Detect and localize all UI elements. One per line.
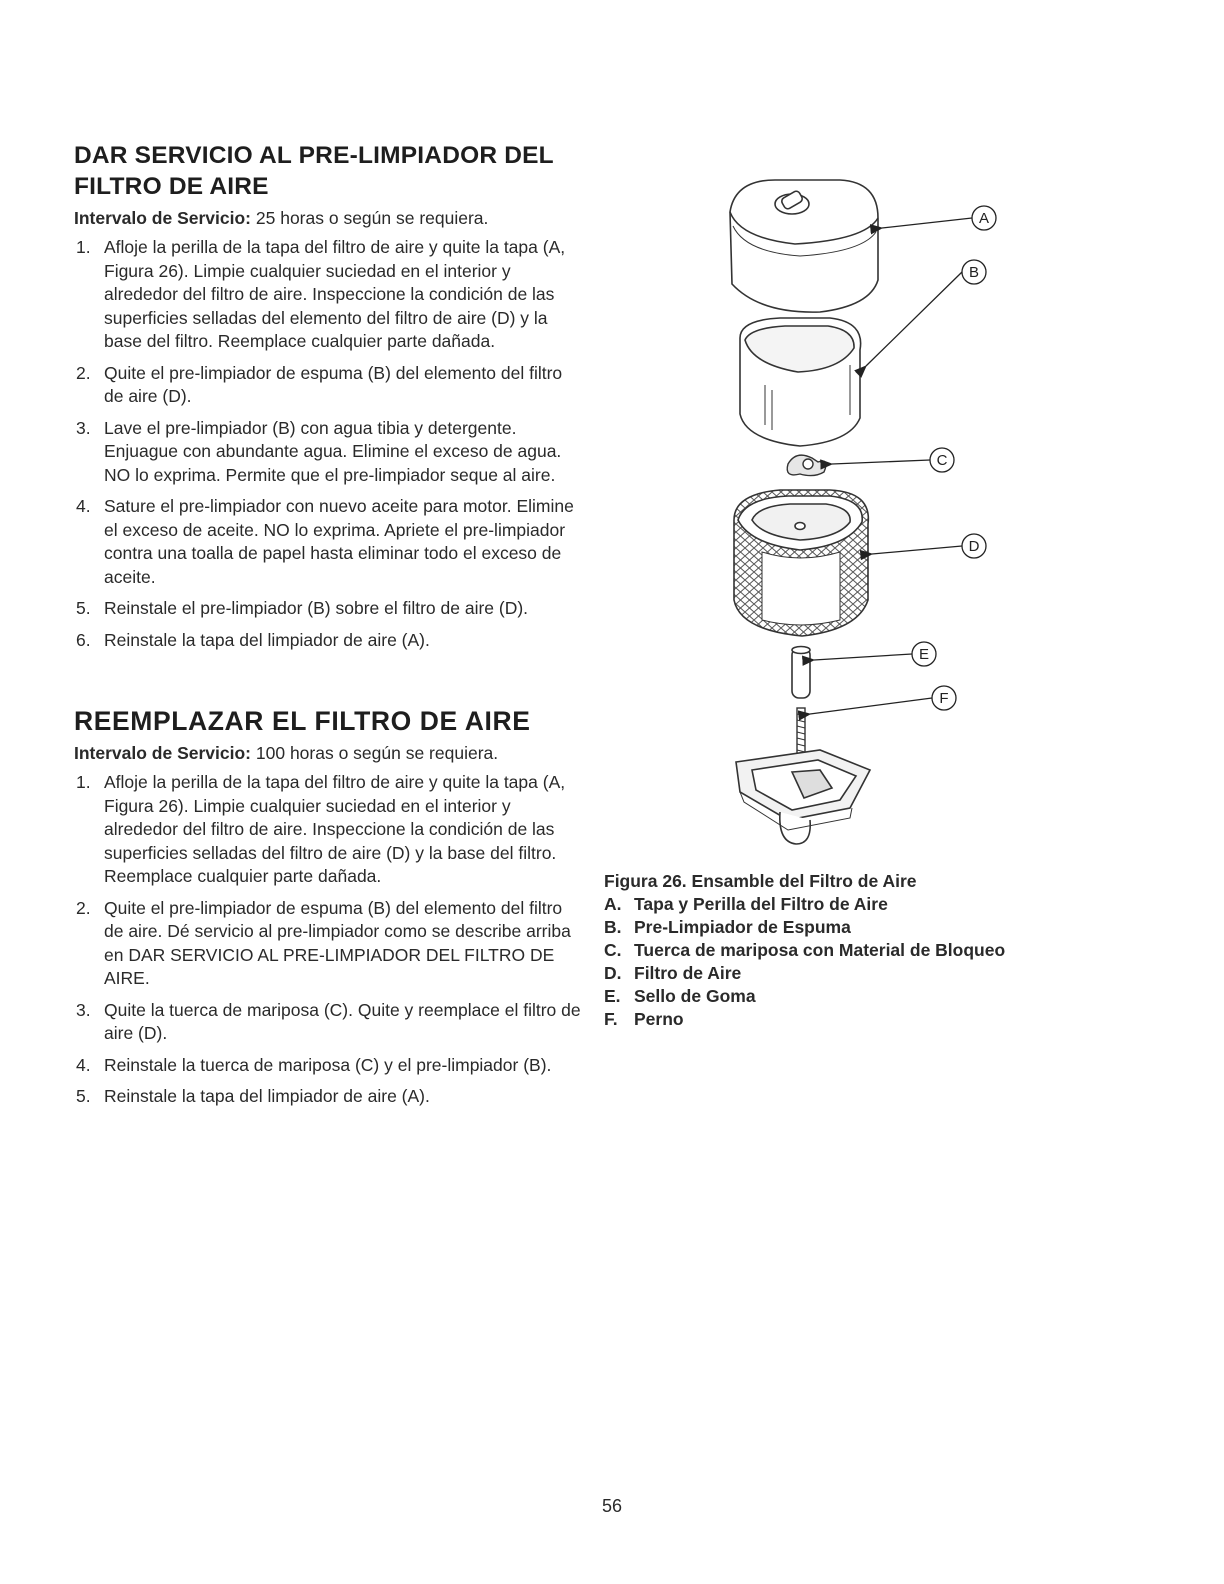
legend-text: Pre-Limpiador de Espuma: [634, 917, 851, 937]
list-item: [74, 417, 584, 488]
section2-interval: [74, 742, 584, 764]
legend-item: [604, 893, 1204, 916]
legend-letter: A.: [604, 894, 622, 914]
legend-text: Tapa y Perilla del Filtro de Aire: [634, 894, 888, 914]
step-text: Reinstale el pre-limpiador (B) sobre el filtro de aire (D).: [104, 598, 529, 618]
step-number: 1.: [76, 772, 91, 792]
step-number: 5.: [76, 598, 91, 618]
interval-label: Intervalo de Servicio:: [74, 743, 252, 763]
interval-value: 100 horas o según se requiera.: [251, 743, 499, 763]
air-filter-assembly-figure: [700, 160, 1000, 850]
legend-letter: B.: [604, 917, 622, 937]
list-item: [74, 1054, 584, 1078]
legend-item: [604, 985, 1204, 1008]
step-number: 4.: [76, 1054, 91, 1075]
filter-base-icon: [736, 750, 870, 844]
section1-interval: [74, 207, 584, 229]
list-item: [74, 1085, 584, 1109]
step-text: Reinstale la tuerca de mariposa (C) y el pre-limpiador (B).: [104, 1054, 552, 1075]
callout-f: F: [939, 690, 949, 707]
wing-nut-icon: [787, 455, 826, 476]
step-text: Afloje la perilla de la tapa del filtro de aire y quite la tapa (A, Figura 26). Limpie cualquier suciedad en el interior y alrededor del filtro de aire. Inspeccione la condición de las superficies selladas del elemento del filtro de aire (D) y la base del filtro. Reemplace cualquier parte dañada.: [104, 237, 566, 351]
legend-item: [604, 939, 1204, 962]
list-item: [74, 629, 584, 653]
legend-letter: C.: [604, 940, 622, 960]
filter-cover-icon: [730, 180, 878, 312]
foam-precleaner-icon: [740, 318, 861, 446]
step-text: Reinstale la tapa del limpiador de aire (A).: [104, 629, 430, 650]
legend-item: [604, 916, 1204, 939]
step-text: Reinstale la tapa del limpiador de aire (A).: [104, 1086, 430, 1106]
step-number: 1.: [76, 237, 91, 257]
list-item: [74, 597, 584, 621]
step-number: 3.: [76, 417, 91, 438]
callout-b: B: [968, 264, 980, 281]
interval-value: 25 horas o según se requiera.: [251, 208, 489, 228]
list-item: [74, 771, 584, 889]
step-text: Lave el pre-limpiador (B) con agua tibia y detergente. Enjuague con abundante agua. Elimine el exceso de agua. NO lo exprima. Permite que el pre-limpiador seque al aire.: [104, 417, 562, 485]
step-text: Sature el pre-limpiador con nuevo aceite para motor. Elimine el exceso de aceite. NO lo exprima. Apriete el pre-limpiador contra una toalla de papel hasta eliminar todo el exceso de aceite.: [104, 496, 574, 587]
list-item: [74, 236, 584, 354]
callout-labels: [912, 206, 996, 710]
legend-text: Perno: [634, 1009, 684, 1029]
list-item: [74, 897, 584, 991]
figure-caption: [604, 870, 1204, 1031]
list-item: [74, 362, 584, 409]
legend-letter: D.: [604, 963, 622, 983]
step-text: Quite el pre-limpiador de espuma (B) del elemento del filtro de aire. Dé servicio al pre-limpiador como se describe arriba en DAR SERVICIO AL PRE-LIMPIADOR DEL FILTRO DE AIRE.: [104, 897, 571, 988]
legend-letter: F.: [604, 1009, 618, 1029]
step-text: Quite la tuerca de mariposa (C). Quite y reemplace el filtro de aire (D).: [104, 999, 581, 1043]
section1-steps: [74, 236, 584, 652]
section2-title: REEMPLAZAR EL FILTRO DE AIRE: [74, 706, 531, 736]
callout-a: A: [978, 210, 990, 227]
section1-title-line2: FILTRO DE AIRE: [74, 173, 269, 200]
step-number: 3.: [76, 999, 91, 1020]
step-number: 6.: [76, 629, 91, 650]
section1-title: [74, 140, 584, 202]
legend-item: [604, 962, 1204, 985]
section2: [74, 706, 584, 1109]
air-filter-element-icon: [734, 490, 868, 636]
legend-text: Sello de Goma: [634, 986, 756, 1006]
step-number: 2.: [76, 362, 91, 383]
step-number: 5.: [76, 1086, 91, 1106]
legend-text: Filtro de Aire: [634, 963, 742, 983]
step-text: Afloje la perilla de la tapa del filtro de aire y quite la tapa (A, Figura 26). Limpie cualquier suciedad en el interior y alrededor del filtro de aire. Inspeccione la condición de las superficies selladas del filtro de aire (D) y la base del filtro. Reemplace cualquier parte dañada.: [104, 772, 566, 886]
callout-e: E: [918, 646, 930, 663]
page-number: 56: [601, 1496, 623, 1516]
list-item: [74, 999, 584, 1046]
callout-d: D: [968, 538, 980, 555]
step-number: 4.: [76, 496, 91, 516]
rubber-seal-icon: [792, 647, 810, 699]
legend-text: Tuerca de mariposa con Material de Bloqueo: [634, 940, 1006, 960]
caption-title: Figura 26. Ensamble del Filtro de Aire: [604, 871, 917, 891]
legend-item: [604, 1008, 1204, 1031]
list-item: [74, 495, 584, 589]
section1-title-line1: DAR SERVICIO AL PRE-LIMPIADOR DEL: [74, 142, 554, 169]
left-column: [74, 140, 584, 1117]
step-number: 2.: [76, 897, 91, 918]
step-text: Quite el pre-limpiador de espuma (B) del elemento del filtro de aire (D).: [104, 362, 563, 406]
callout-c: C: [936, 452, 948, 469]
interval-label: Intervalo de Servicio:: [74, 208, 252, 228]
legend-letter: E.: [604, 986, 621, 1006]
section2-steps: [74, 771, 584, 1109]
